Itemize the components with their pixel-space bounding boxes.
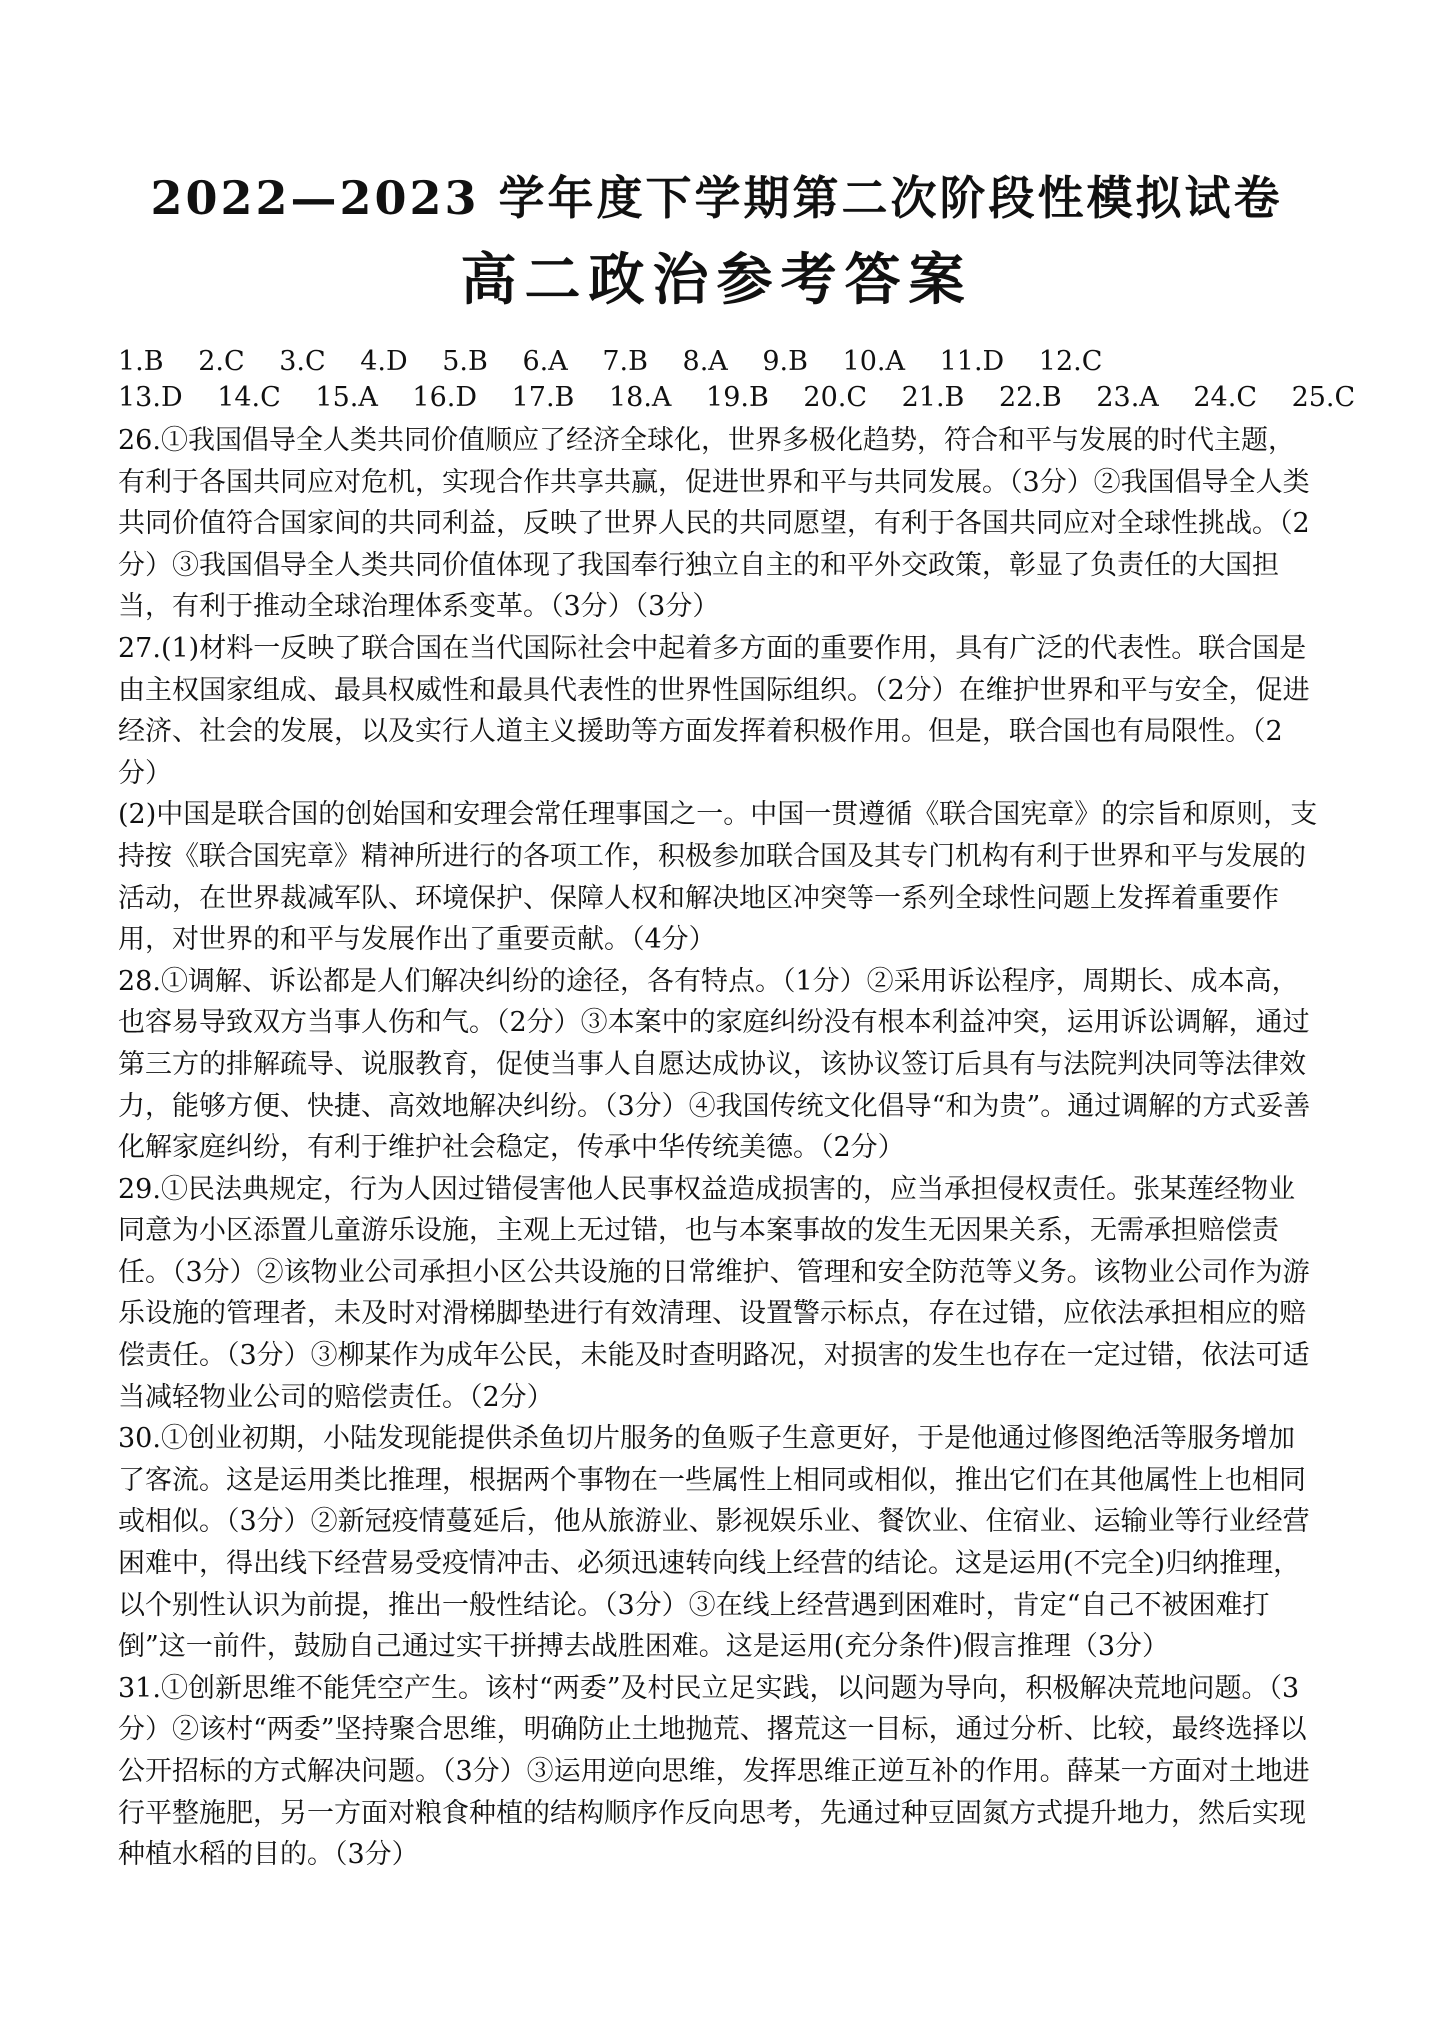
mc-answer: 24.C [1193,382,1257,413]
answer-text: ①民法典规定，行为人因过错侵害他人民事权益造成损害的，应当承担侵权责任。张某莲经物业同意为小区添置儿童游乐设施，主观上无过错，也与本案事故的发生无因果关系，无需承担赔偿责任。（3分）②该物业公司承担小区公共设施的日常维护、管理和安全防范等义务。该物业公司作为游乐设施的管理者，未及时对滑梯脚垫进行有效清理、设置警示标点，存在过错，应依法承担相应的赔偿责任。（3分）③柳某作为成年公民，未能及时查明路况，对损害的发生也存在一定过错，依法可适当减轻物业公司的赔偿责任。（2分） [118,1173,1310,1413]
mc-answer: 16.D [412,382,478,413]
mc-answer: 15.A [315,382,378,413]
answer-27-part-2: (2)中国是联合国的创始国和安理会常任理事国之一。中国一贯遵循《联合国宪章》的宗旨和原则，支持按《联合国宪章》精神所进行的各项工作，积极参加联合国及其专门机构有利于世界和平与发展的活动，在世界裁减军队、环境保护、保障人权和解决地区冲突等一系列全球性问题上发挥着重要作用，对世界的和平与发展作出了重要贡献。（4分） [118,799,1318,956]
answer-text: (1)材料一反映了联合国在当代国际社会中起着多方面的重要作用，具有广泛的代表性。联合国是由主权国家组成、最具权威性和最具代表性的世界性国际组织。（2分）在维护世界和平与安全，促进经济、社会的发展，以及实行人道主义援助等方面发挥着积极作用。但是，联合国也有局限性。（2分） [118,632,1310,789]
mc-answer: 11.D [939,346,1005,377]
mc-answer: 12.C [1038,346,1103,377]
answer-26 [118,420,1318,628]
mc-answer: 25.C [1291,382,1356,413]
answer-text: ①调解、诉讼都是人们解决纠纷的途径，各有特点。（1分）②采用诉讼程序，周期长、成本高，也容易导致双方当事人伤和气。（2分）③本案中的家庭纠纷没有根本利益冲突，运用诉讼调解，通过第三方的排解疏导、说服教育，促使当事人自愿达成协议，该协议签订后具有与法院判决同等法律效力，能够方便、快捷、高效地解决纠纷。（3分）④我国传统文化倡导“和为贵”。通过调解的方式妥善化解家庭纠纷，有利于维护社会稳定，传承中华传统美德。（2分） [118,965,1311,1164]
mc-answer: 10.A [842,346,906,377]
mc-answer: 19.B [706,382,769,413]
mc-answer: 8.A [682,346,728,377]
mc-answer: 7.B [602,346,648,377]
mc-answer: 23.A [1096,382,1159,413]
answer-text: ①创业初期，小陆发现能提供杀鱼切片服务的鱼贩子生意更好，于是他通过修图绝活等服务增加了客流。这是运用类比推理，根据两个事物在一些属性上相同或相似，推出它们在其他属性上也相同或相似。（3分）②新冠疫情蔓延后，他从旅游业、影视娱乐业、餐饮业、住宿业、运输业等行业经营困难中，得出线下经营易受疫情冲击、必须迅速转向线上经营的结论。这是运用(不完全)归纳推理，以个别性认识为前提，推出一般性结论。（3分）③在线上经营遇到困难时，肯定“自己不被困难打倒”这一前件，鼓励自己通过实干拼搏去战胜困难。这是运用(充分条件)假言推理（3分） [118,1423,1310,1663]
mc-answer: 6.A [522,346,568,377]
open-answers [118,420,1318,1876]
answer-31 [118,1668,1318,1876]
mc-answer: 18.A [608,382,672,413]
question-number: 29. [118,1173,161,1205]
mc-answer: 14.C [217,382,281,413]
mc-answer: 9.B [762,346,808,377]
mc-answers-row-2 [118,380,1358,416]
mc-answer: 22.B [998,382,1062,413]
mc-answer: 2.C [198,346,245,377]
answer-30 [118,1418,1318,1668]
answer-text: ①我国倡导全人类共同价值顺应了经济全球化，世界多极化趋势，符合和平与发展的时代主题，有利于各国共同应对危机，实现合作共享共赢，促进世界和平与共同发展。（3分）②我国倡导全人类共同价值符合国家间的共同利益，反映了世界人民的共同愿望，有利于各国共同应对全球性挑战。（2分）③我国倡导全人类共同价值体现了我国奉行独立自主的和平外交政策，彰显了负责任的大国担当，有利于推动全球治理体系变革。（3分）（3分） [118,425,1310,623]
mc-answer: 1.B [118,346,164,377]
question-number: 27. [118,632,161,664]
mc-answer: 13.D [118,382,183,413]
mc-answer: 3.C [279,346,326,377]
mc-answer: 5.B [442,346,488,377]
mc-answer: 17.B [511,382,575,413]
question-number: 30. [118,1423,161,1455]
answer-key-title: 高二政治参考答案 [460,247,973,313]
question-number: 31. [118,1672,161,1704]
answer-29 [118,1169,1318,1419]
mc-answer: 4.D [360,346,408,377]
question-number: 28. [118,965,161,997]
answer-text: ①创新思维不能凭空产生。该村“两委”及村民立足实践，以问题为导向，积极解决荒地问题。（3分）②该村“两委”坚持聚合思维，明确防止土地抛荒、撂荒这一目标，通过分析、比较，最终选择以公开招标的方式解决问题。（3分）③运用逆向思维，发挥思维正逆互补的作用。薛某一方面对土地进行平整施肥，另一方面对粮食种植的结构顺序作反向思考，先通过种豆固氮方式提升地力，然后实现种植水稻的目的。（3分） [118,1672,1310,1871]
mc-answer: 21.B [901,382,965,413]
answer-27 [118,628,1318,794]
exam-title: 2022—2023 学年度下学期第二次阶段性模拟试卷 [150,171,1283,225]
answer-28 [118,961,1318,1169]
question-number: 26. [118,425,161,456]
mc-answers-row-1 [118,344,1358,380]
mc-answer: 20.C [803,382,867,413]
